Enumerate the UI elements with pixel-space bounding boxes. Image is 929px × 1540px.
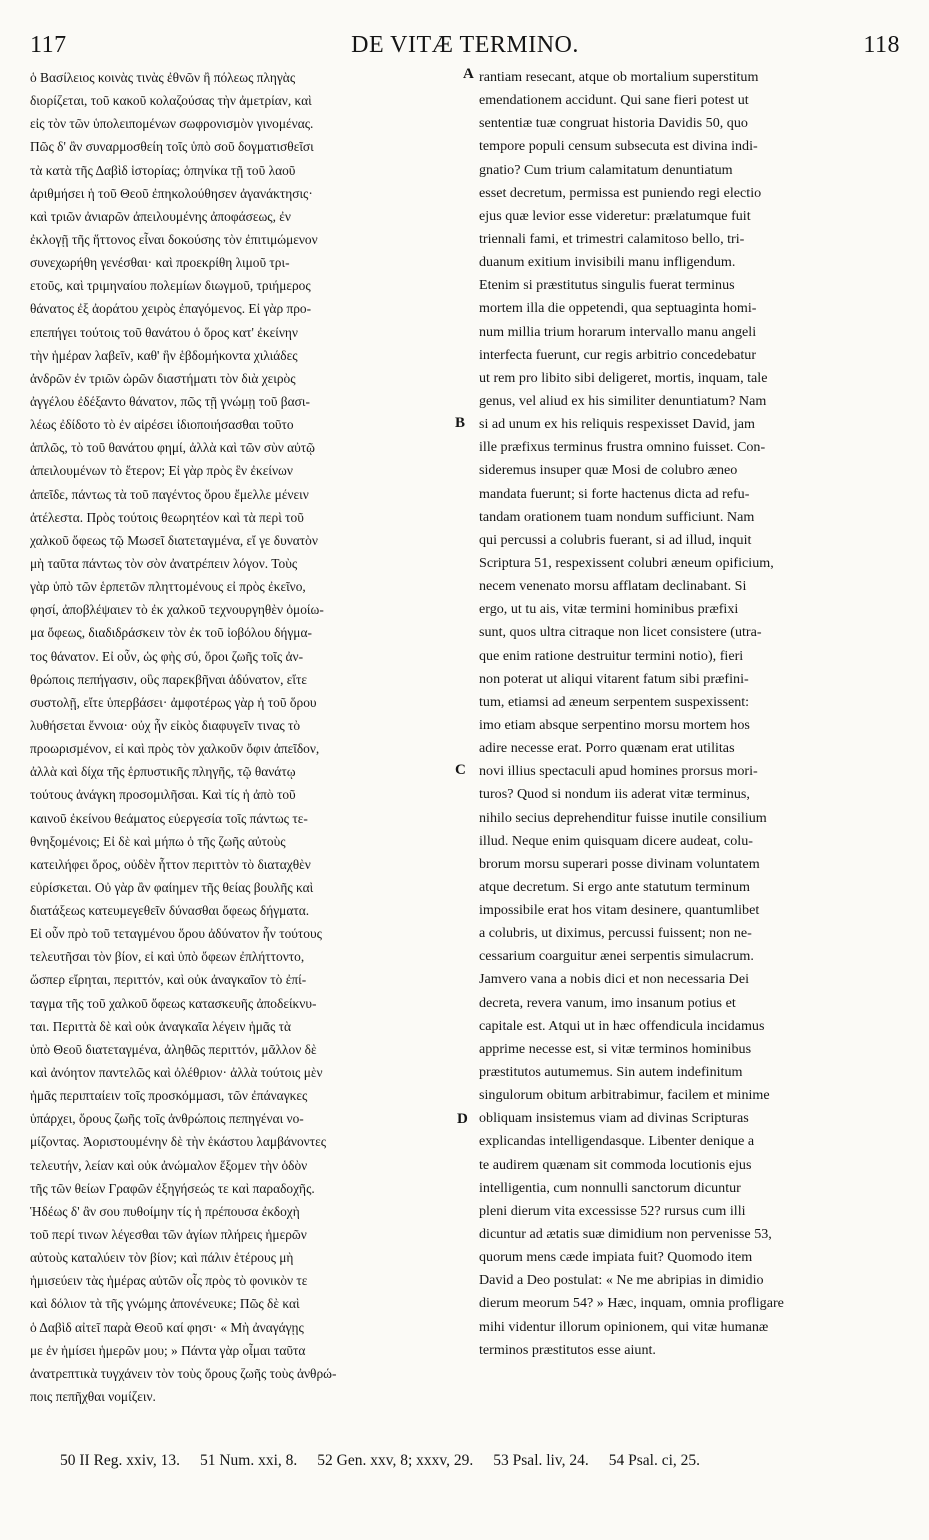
greek-text-line: τὴν ἡμέραν λαβεῖν, καθ' ἣν ἑβδομήκοντα χιλιάδες [30,347,298,363]
latin-text-line: terminos præstitutos esse aiunt. [479,1341,656,1358]
greek-text-line: επεπήγει τούτοις τοῦ θανάτου ὁ ὅρος κατ' ἐκείνην [30,324,298,340]
greek-text-line: ἀγγέλου ἐδέξαντο θάνατον, πῶς τῇ γνώμῃ τοῦ βασι- [30,393,310,409]
greek-text-line: συστολῇ, εἴτε ὑπερβάσει· ἀμφοτέρως γὰρ ἡ τοῦ ὅρου [30,694,317,710]
latin-text-line: atque decretum. Si ergo ante statutum terminum [479,878,750,895]
greek-text-line: διορίζεται, τοῦ κακοῦ κολαζούσας τὴν ἀμετρίαν, καὶ [30,93,312,109]
greek-text-line: λέως ἐδίδοτο τὸ ἐν αἱρέσει ἰδιοποιήσασθαι τοῦτο [30,417,294,433]
latin-text-line: a colubris, ut diximus, percussi fuissent; non ne- [479,925,752,942]
latin-text-line: ut rem pro libito sibi deligeret, mortis, inquam, tale [479,369,768,386]
latin-text-line: duanum exitium invisibili manu infligendum. [479,254,736,271]
latin-text-line: gnatio? Cum trium calamitatum denuntiatum [479,161,733,178]
latin-text-line: novi illius spectaculi apud homines prorsus mori- [479,763,758,780]
greek-text-line: τὰ κατὰ τῆς Δαβὶδ ἱστορίας; ὁπηνίκα τῇ τοῦ λαοῦ [30,162,296,178]
latin-text-column [479,66,891,1362]
latin-text-line: emendationem accidunt. Qui sane fieri potest ut [479,92,749,109]
greek-text-line: ὥσπερ εἴρηται, περιττόν, καὶ οὐκ ἀναγκαῖον τὸ ἐπί- [30,972,307,988]
latin-text-line: David a Deo postulat: « Ne me abripias in dimidio [479,1272,764,1289]
greek-text-line: θρώποις πεπήγασιν, οὓς παρεκβῆναι ἀδύνατον, εἴτε [30,671,307,687]
greek-text-line: καὶ ἀνόητον παντελῶς καὶ ὀλέθριον· ἀλλὰ τούτοις μὲν [30,1065,323,1081]
greek-text-line: συνεχωρήθη γενέσθαι· καὶ προεκρίθη λιμοῦ τρι- [30,255,290,271]
latin-text-line: ergo, ut tu ais, vitæ termini hominibus præfixi [479,601,739,618]
latin-text-line: que enim ratione destruitur termini notio), fieri [479,647,744,664]
latin-text-line: triennali fami, et trimestri calamitoso bello, tri- [479,230,745,247]
greek-text-line: Εἰ οὖν πρὸ τοῦ τεταγμένου ὅρου ἀδύνατον ἦν τούτους [30,926,322,942]
latin-text-line: esset decretum, permissa est puniendo regi electio [479,184,762,201]
latin-text-line: pleni dierum vita excessisse 52? rursus cum illi [479,1202,746,1219]
latin-text-line: qui percussi a colubris fuerant, si ad illud, inquit [479,531,752,548]
greek-text-line: αὐτοὺς καταλύειν τὸν βίον; καὶ πάλιν ἑτέρους μὴ [30,1250,294,1266]
greek-text-line: ἀριθμήσει ἡ τοῦ Θεοῦ ἐπηκολούθησεν ἀγανάκτησις· [30,185,313,201]
greek-text-line: καινοῦ ἐκείνου θεάματος εὐεργεσία τοῖς πάντως τε- [30,810,308,826]
footnote: 54 Psal. ci, 25. [608,1452,701,1469]
greek-text-line: γὰρ ὑπὸ τῶν ἑρπετῶν πληττομένους εἰ πρὸς ἐκεῖνο, [30,579,306,595]
greek-text-line: τελευτῆσαι τὸν βίον, εἰ καὶ ὑπὸ ὄφεων ἐπλήττοντο, [30,949,305,965]
greek-text-line: ἀπειλουμένων τὸ ἕτερον; Εἰ γὰρ πρὸς ἓν ἐκείνων [30,463,293,479]
greek-text-line: φησί, ἀποβλέψαιεν τὸ ἐκ χαλκοῦ τεχνουργηθὲν ὁμοίω- [30,602,324,618]
latin-text-line: interfecta fuerunt, cur regis arbitrio concedebatur [479,346,757,363]
latin-text-line: adire necesse erat. Porro quænam erat utilitas [479,740,735,757]
latin-text-line: mihi videntur illorum opinionem, qui vitæ humanæ [479,1318,769,1335]
latin-text-line: tum, etiamsi ad æneum serpentem suspexissent: [479,693,750,710]
greek-text-line: ἀνδρῶν ἐν τριῶν ὡρῶν διαστήματι τὸν διὰ χειρὸς [30,370,296,386]
latin-text-line: dicuntur ad ætatis suæ dimidium non pervenisse 53, [479,1226,772,1243]
greek-text-line: ὁ Βασίλειος κοινὰς τινὰς ἐθνῶν ἢ πόλεως πληγὰς [30,70,296,85]
latin-text-line: quorum mens cæde impiata fuit? Quomodo item [479,1249,753,1266]
greek-text-line: θνηξομένοις; Εἰ δὲ καὶ μήπω ὁ τῆς ζωῆς αὐτοὺς [30,833,286,849]
page-number-right: 118 [863,32,900,58]
greek-text-line: προωρισμένον, εἰ καὶ πρὸς τὸν χαλκοῦν ὄφιν ἀπεῖδον, [30,741,320,757]
greek-text-line: ἀπεῖδε, πάντως τὰ τοῦ παγέντος ὅρου ἔμελλε μένειν [30,486,309,502]
footnote: 50 II Reg. xxiv, 13. [60,1452,180,1469]
latin-text-line: singulorum obitum arbitrabimur, facilem et minime [479,1087,770,1104]
latin-text-line: sideremus insuper quæ Mosi de colubro æneo [479,462,738,479]
greek-text-line: τούτους ἀνάγκη προσομιλῆσαι. Καὶ τίς ἡ ἀπὸ τοῦ [30,787,296,803]
page-header [30,32,900,62]
latin-text-line: tempore populi censum subsecuta est divina indi- [479,138,758,155]
footnote: 53 Psal. liv, 24. [493,1452,589,1469]
greek-text-line: Ἡδέως δ' ἂν σου πυθοίμην τίς ἡ πρέπουσα ἐκδοχὴ [30,1203,300,1219]
greek-text-line: μίζοντας. Ἀοριστουμένην δὲ τὴν ἑκάστου λαμβάνοντες [30,1134,327,1150]
greek-text-line: ἁπλῶς, τὸ τοῦ θανάτου φημί, ἀλλὰ καὶ τῶν σὺν αὐτῷ [30,440,315,456]
latin-text-line: illud. Neque enim quisquam dicere audeat, colu- [479,832,753,849]
greek-text-line: καὶ τριῶν ἀνιαρῶν ἀπειλουμένης ἀποφάσεως, ἐν [30,208,291,224]
latin-text-line: nihilo secius deprehenditur fuisse inutile consilium [479,809,767,826]
latin-text-line: Jamvero vana a nobis dici et non necessaria Dei [479,971,750,988]
latin-text-line: brorum morsu superari posse divinam voluntatem [479,855,760,872]
greek-text-line: λυθήσεται ἔννοια· οὐχ ἦν εἰκὸς διαφυγεῖν τινας τὸ [30,717,301,733]
latin-text-line: præstitutos autumemus. Sin autem indefinitum [479,1064,743,1081]
latin-text-line: imo etiam absque serpentino morsu mortem hos [479,716,750,733]
greek-text-line: ὑπάρχει, ὅρους ζωῆς τοῖς ἀνθρώποις πεπηγέναι νο- [30,1111,304,1127]
greek-text-line: με ἐν ἡμίσει ἡμερῶν μου; » Πάντα γὰρ οἶμαι ταῦτα [30,1342,306,1358]
greek-text-column [30,66,450,1408]
running-title: DE VITÆ TERMINO. [351,32,579,58]
latin-text-line: apprime necesse est, si vitæ terminos hominibus [479,1040,752,1057]
footnote: 51 Num. xxi, 8. [199,1452,298,1469]
latin-text-line: mortem illa die oppetendi, qua septuaginta homi- [479,300,757,317]
latin-text-line: mandata fuerunt; si forte hactenus dicta ad refu- [479,485,750,502]
latin-text-line: sententiæ tuæ congruat historia Davidis 50, quo [479,115,748,132]
margin-marker-d: D [457,1111,468,1127]
greek-text-line: χαλκοῦ ὄφεως τῷ Μωσεῖ διατεταγμένα, εἴ γε δυνατὸν [30,532,318,548]
greek-text-line: ἀνατρεπτικὰ τυγχάνειν τὸν τοὺς ὅρους ζωῆς τοὺς ἀνθρώ- [30,1365,337,1381]
greek-text-line: καὶ δόλιον τὰ τῆς γνώμης ἀπονένευκε; Πῶς δὲ καὶ [30,1296,300,1312]
latin-text-line: sunt, quos ultra citraque non licet consistere (utra- [479,624,762,641]
latin-text-line: Scriptura 51, respexissent colubri æneum opificium, [479,554,774,571]
latin-text-line: si ad unum ex his reliquis respexisset David, jam [479,416,755,433]
greek-text-line: εἰς τὸν τῶν ὑπολειπομένων σωφρονισμὸν γινομένας. [30,116,314,132]
greek-text-line: ἀλλὰ καὶ δίχα τῆς ἑρπυστικῆς πληγῆς, τῷ θανάτῳ [30,764,296,780]
greek-text-line: ἀτέλεστα. Πρὸς τούτοις θεωρητέον καὶ τὰ περὶ τοῦ [30,509,304,525]
greek-text-line: ἐκλογῇ τῆς ἥττονος εἶναι δοκούσης τὸν ἐπιτιμώμενον [30,231,318,247]
greek-text-line: Πῶς δ' ἂν συναρμοσθείη τοῖς ὑπὸ σοῦ δογματισθεῖσι [30,139,314,155]
greek-text-line: ἡμισεύειν τὰς ἡμέρας αὐτῶν οἷς πρὸς τὸ φονικὸν τε [30,1273,308,1289]
latin-text-line: ejus quæ levior esse videretur: prælatumque fuit [479,207,751,224]
greek-text-line: ἡμᾶς περιπταίειν τοῖς προσκόμμασι, τῶν ἐπάναγκες [30,1088,308,1104]
greek-text-line: ται. Περιττὰ δὲ καὶ οὐκ ἀναγκαῖα λέγειν ἡμᾶς τὰ [30,1018,291,1034]
greek-text-line: εὑρίσκεται. Οὐ γὰρ ἂν φαίημεν τῆς θείας βουλῆς καὶ [30,879,314,895]
greek-text-line: ετοῦς, καὶ τριμηναίου πολεμίων διωγμοῦ, τριήμερος [30,278,311,294]
greek-text-line: τος θάνατον. Εἰ οὖν, ὡς φὴς σύ, ὅροι ζωῆς τοῖς ἀν- [30,648,304,664]
latin-text-line: intelligentia, cum nonnulli sanctorum dicuntur [479,1179,741,1196]
page-number-left: 117 [30,32,67,58]
greek-text-line: ὁ Δαβὶδ αἰτεῖ παρὰ Θεοῦ καί φησι· « Μὴ ἀναγάγῃς [30,1319,304,1335]
margin-marker-b: B [455,415,466,431]
greek-text-line: ταγμα τῆς τοῦ χαλκοῦ ὄφεως κατασκευῆς ἀποδείκνυ- [30,995,317,1011]
latin-text-line: turos? Quod si nondum iis aderat vitæ terminus, [479,786,750,803]
latin-text-line: capitale est. Atqui ut in hæc offendicula incidamus [479,1017,765,1034]
latin-text-line: genus, vel aliud ex his similiter denuntiatum? Nam [479,392,767,409]
greek-text-line: διατάξεως κατευμεγεθεῖν δύνασθαι ὄφεως δήγματα. [30,903,310,919]
greek-text-line: τοῦ περί τινων λέγεσθαι τῶν ἁγίων πλήρεις ἡμερῶν [30,1227,307,1243]
latin-text-line: necem venenato morsu afflatam declinabant. Si [479,578,747,595]
greek-text-line: θάνατος ἐξ ἀοράτου χειρὸς ἐπαγόμενος. Εἰ γὰρ προ- [30,301,312,317]
latin-text-line: rantiam resecant, atque ob mortalium superstitum [479,69,759,85]
footnotes [60,1452,890,1470]
latin-text-line: obliquam insistemus viam ad divinas Scripturas [479,1110,749,1127]
latin-text-line: cessarium coarguitur ænei serpentis simulacrum. [479,948,754,965]
latin-text-line: non poterat ut aliqui vitarent fatum sibi præfini- [479,670,749,687]
latin-text-line: te audirem quænam sit commoda locutionis ejus [479,1156,752,1173]
latin-text-line: ille præfixus terminus frustra omnino fuisset. Con- [479,439,766,456]
greek-text-line: ποις πεπῆχθαι νομίζειν. [30,1389,156,1405]
greek-text-line: ὑπὸ Θεοῦ διατεταγμένα, ἀληθῶς περιττόν, μᾶλλον δὲ [30,1041,317,1057]
greek-text-line: μα ὄφεως, διαδιδράσκειν τὸν ἐκ τοῦ ἰοβόλου δήγμα- [30,625,312,641]
margin-marker-a: A [463,66,474,82]
greek-text-line: κατειλήφει ὅρος, οὐδὲν ἧττον περιττὸν τὸ διαταχθὲν [30,856,311,872]
latin-text-line: num millia trium horarum intervallo manu angeli [479,323,757,340]
latin-text-line: decreta, revera vanum, imo insanum potius et [479,994,736,1011]
latin-text-line: explicandas intelligendasque. Libenter denique a [479,1133,755,1150]
latin-text-line: tandam orationem tuam nondum sufficiunt. Nam [479,508,755,525]
margin-marker-c: C [455,762,466,778]
latin-text-line: impossibile erat hos vitam desinere, quantumlibet [479,902,760,919]
latin-text-line: dierum meorum 54? » Hæc, inquam, omnia profligare [479,1295,784,1312]
latin-text-line: Etenim si præstitutus singulis fuerat terminus [479,277,735,294]
greek-text-line: τῆς τῶν θείων Γραφῶν ἐξηγήσεώς τε καὶ παραδοχῆς. [30,1180,315,1196]
greek-text-line: τελευτήν, λείαν καὶ οὐκ ἀνώμαλον ἕξομεν τὴν ὁδὸν [30,1157,308,1173]
footnote: 52 Gen. xxv, 8; xxxv, 29. [317,1452,474,1469]
greek-text-line: μὴ ταῦτα πάντως τὸν σὸν ἀνατρέπειν λόγον. Τοὺς [30,555,298,571]
